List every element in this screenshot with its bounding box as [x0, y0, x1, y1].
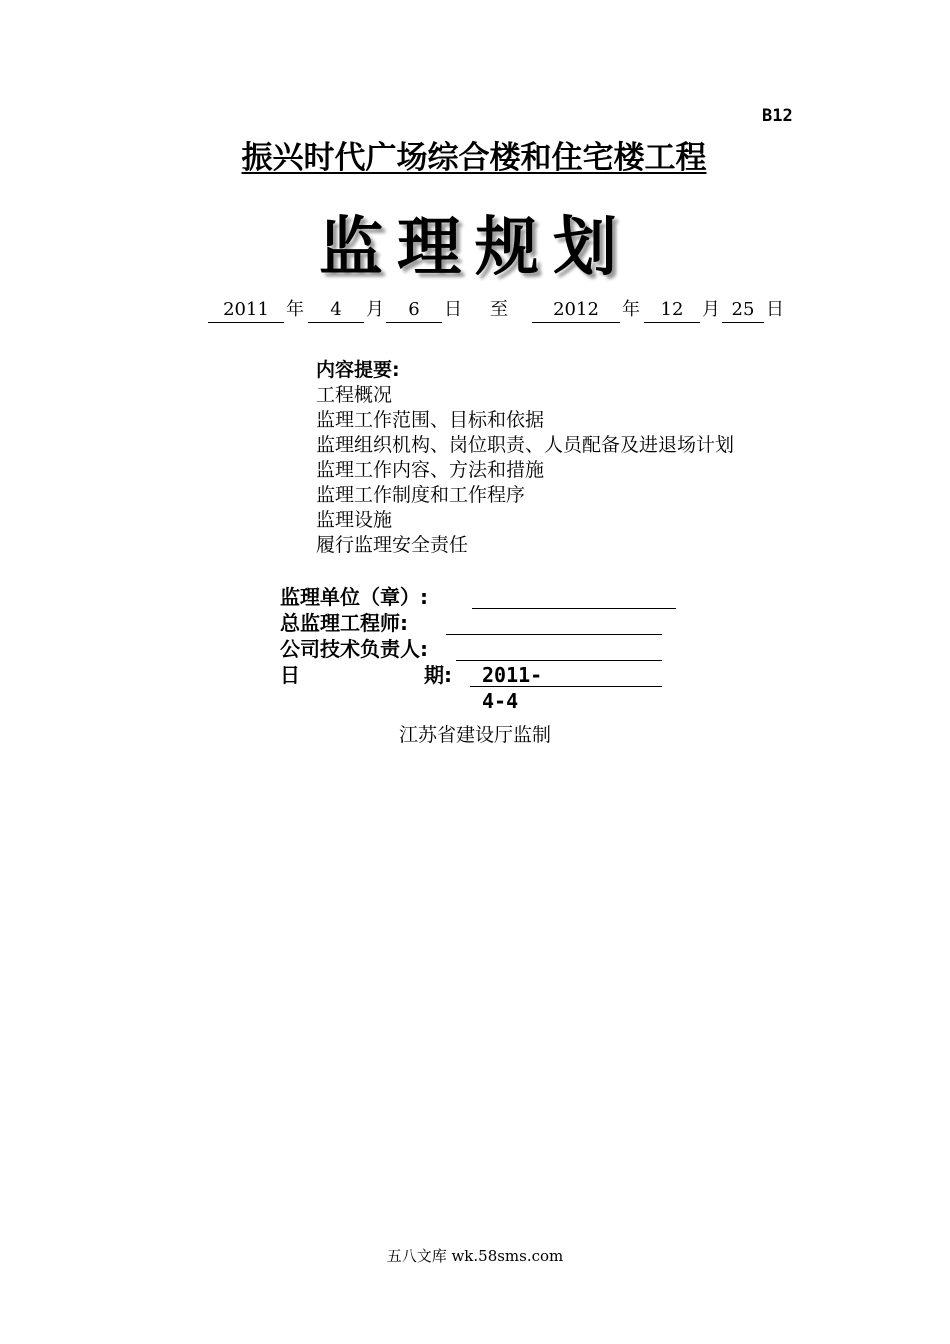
contents-item: 监理工作内容、方法和措施 [316, 459, 545, 481]
tech-lead-label: 公司技术负责人: [280, 637, 428, 661]
form-code: B12 [762, 106, 793, 126]
project-title-text: 振兴时代广场综合楼和住宅楼工程 [241, 140, 707, 176]
start-day-label: 日 [444, 299, 462, 320]
contents-item: 履行监理安全责任 [316, 534, 469, 556]
start-year-label: 年 [286, 299, 304, 320]
footer-watermark: 五八文库 wk.58sms.com [386, 1247, 564, 1265]
date-label-1: 日 [280, 663, 300, 687]
unit-row [280, 584, 428, 610]
project-title [0, 132, 950, 177]
to-label: 至 [490, 299, 508, 320]
contents-summary [316, 358, 734, 558]
start-year: 2011 [208, 298, 284, 323]
end-year-label: 年 [622, 299, 640, 320]
start-month: 4 [308, 298, 364, 323]
contents-heading: 内容提要: [316, 359, 400, 381]
period-line [0, 298, 950, 328]
document-title: 监理规划 [319, 211, 631, 285]
end-day: 25 [722, 298, 764, 323]
chief-engineer-label: 总监理工程师: [280, 611, 408, 635]
tech-lead-blank [456, 636, 662, 661]
chief-engineer-row [280, 610, 428, 636]
end-month-label: 月 [702, 299, 720, 320]
chief-engineer-blank [446, 610, 662, 635]
date-row [280, 662, 543, 713]
start-day: 6 [386, 298, 442, 323]
end-year: 2012 [532, 298, 620, 323]
contents-item: 监理组织机构、岗位职责、人员配备及进退场计划 [316, 434, 735, 456]
unit-blank [472, 584, 676, 609]
contents-item: 监理工作范围、目标和依据 [316, 409, 545, 431]
start-month-label: 月 [366, 299, 384, 320]
issuer: 江苏省建设厅监制 [398, 724, 551, 746]
contents-item: 监理工作制度和工作程序 [316, 484, 526, 506]
date-value: 2011-4-4 [482, 663, 543, 713]
end-day-label: 日 [766, 299, 784, 320]
contents-item: 监理设施 [316, 509, 393, 531]
date-label-2: 期: [424, 663, 452, 687]
end-month: 12 [644, 298, 700, 323]
tech-lead-row [280, 636, 428, 662]
signoff-block [280, 584, 543, 713]
contents-item: 工程概况 [316, 384, 393, 406]
unit-label: 监理单位（章）: [280, 585, 428, 609]
